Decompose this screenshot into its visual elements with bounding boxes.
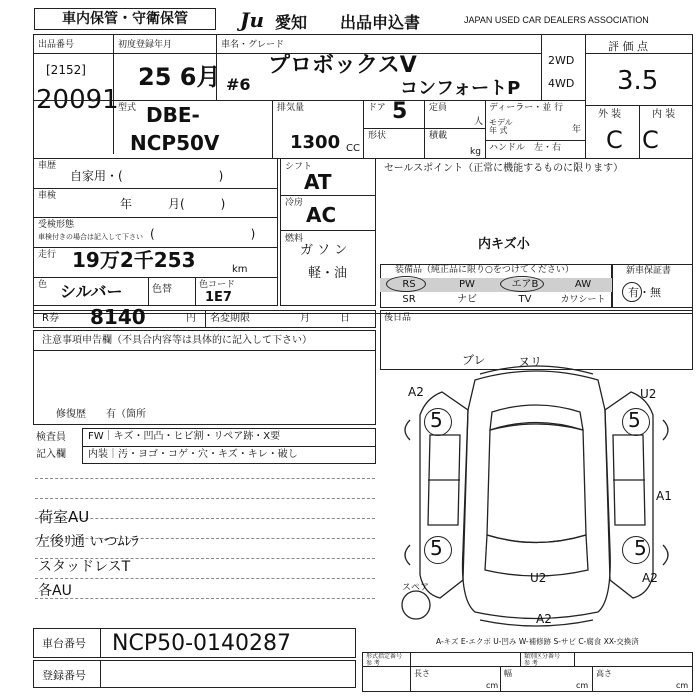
top-left-title: 車内保管・守衛保管 [34, 8, 216, 30]
mileage-value: 19万2千253 [72, 248, 196, 272]
org-name: 愛知 [275, 13, 308, 32]
fuel-diesel: 軽・油 [308, 266, 348, 281]
shift-value: AT [304, 170, 332, 194]
door-label: ドア [368, 103, 386, 113]
car-name-label: 車名・グレード [221, 40, 285, 50]
damage-label-5: A1 [656, 489, 672, 503]
warranty-label: 新車保証書 [626, 266, 672, 276]
inspector-fw-row: FW｜キズ・凹凸・ヒビ割・リペア跡・X要 [88, 431, 281, 442]
equip-tv: TV [518, 294, 532, 305]
car-name-prefix: #6 [226, 75, 251, 94]
color-code-value: 1E7 [205, 290, 232, 305]
exterior-label: 外 装 [598, 109, 622, 120]
damage-label-2: ヌリ [518, 355, 543, 369]
length-label: 長さ [414, 669, 430, 678]
displacement-label: 排気量 [277, 103, 305, 113]
ac-label: 冷房 [285, 198, 304, 208]
recycle-unit: 円 [186, 313, 196, 324]
equip-sr: SR [402, 294, 416, 305]
equip-aw: AW [554, 278, 612, 292]
lot-number: 20091 [36, 85, 119, 115]
type-label: 型式 [118, 103, 137, 113]
dealer-label: ディーラー・並 行 [489, 103, 564, 113]
warranty-circle [622, 282, 642, 302]
color-label: 色 [38, 280, 48, 290]
receipt-note: 車検付きの場合は記入して下さい [38, 233, 143, 241]
drive-4wd: 4WD [548, 77, 575, 90]
inspector-label: 検査員 [36, 432, 66, 443]
model-year-unit: 年 [572, 125, 582, 135]
warranty-value: 有・無 [628, 286, 661, 299]
equipment-label: 装備品（純正品に限り○をつけてください） [395, 265, 574, 275]
width-label: 幅 [504, 669, 512, 678]
damage-label-1: ブレ [462, 353, 486, 367]
equip-seat: カワシート [560, 295, 606, 305]
notes-label: 注意事項申告欄（不具合内容等は具体的に記入して下さい） [42, 335, 312, 346]
recycle-label: R券 [42, 313, 59, 324]
model-year-label: モデル 年 式 [489, 118, 513, 135]
receipt-value: ( ) [150, 227, 256, 241]
lot-sub-number: [2152] [46, 63, 86, 77]
hand-note-4: 各AU [38, 583, 72, 599]
height-label: 高さ [596, 669, 612, 678]
capacity-label: 定員 [429, 103, 448, 113]
damage-legend: A-キズ E-エクボ U-凹み W-補修跡 S-サビ C-腐食 XX-交換済 [436, 637, 639, 646]
capacity-unit: 人 [474, 117, 484, 127]
repair-history-label: 修復歴 有（箇所 [56, 409, 146, 420]
color-change-label: 色替 [152, 284, 172, 295]
ju-logo: Ju [240, 8, 265, 32]
damage-label-4: U2 [640, 387, 657, 401]
english-name: JAPAN USED CAR DEALERS ASSOCIATION [464, 15, 649, 25]
tyre-value-fl: 5 [430, 408, 443, 432]
interior-value: C [642, 126, 659, 154]
tyre-value-rr: 5 [634, 536, 647, 560]
reg-label: 登録番号 [42, 669, 86, 682]
equip-pw: PW [438, 278, 496, 292]
inspection-value: 年 月( ) [120, 197, 226, 211]
displacement-value: 1300 [290, 132, 341, 153]
inspection-label: 車検 [38, 191, 57, 201]
equip-rs-circle [386, 276, 426, 292]
form-title: 出品申込書 [340, 13, 421, 32]
car-history-value: 自家用・( ) [70, 169, 224, 183]
inspector-interior-row: 内装｜汚・ヨゴ・コゲ・穴・キズ・キレ・破し [88, 449, 298, 460]
cert-label: 形式指定番号 参 考 [366, 653, 403, 667]
chassis-value: NCP50-0140287 [112, 631, 291, 656]
sales-point-label: セールスポイント（正常に機能するものに限ります） [384, 163, 624, 174]
chassis-label: 車台番号 [42, 637, 86, 650]
hand-note-1: 荷室AU [38, 508, 90, 526]
tyre-value-rl: 5 [430, 536, 443, 560]
width-unit: cm [576, 681, 589, 690]
rating-value: 3.5 [617, 66, 659, 96]
damage-label-3: A2 [408, 385, 424, 399]
lot-label: 出品番号 [38, 40, 75, 50]
repair-parts-label: 後日品 [384, 313, 412, 323]
equip-rs: RS [380, 278, 438, 292]
interior-label: 内 装 [652, 109, 676, 120]
recycle-value: 8140 [90, 305, 146, 329]
damage-label-7: A2 [642, 571, 658, 585]
color-code-label: 色コード [199, 280, 236, 290]
color-value: シルバー [60, 282, 123, 301]
entry-label: 記入欄 [36, 449, 66, 460]
spare-label: スペア [402, 583, 430, 593]
grade-value: コンフォートP [400, 78, 521, 99]
drive-2wd: 2WD [548, 54, 575, 67]
equip-airbag: エアB [496, 278, 554, 292]
load-label: 積載 [429, 131, 448, 141]
shift-label: シフト [285, 162, 313, 172]
class-label: 類別区分番号 参 考 [524, 653, 561, 667]
car-name-value: プロボックスV [268, 53, 417, 78]
hand-note-2: 左後ﾘ通 いつﾑﾚﾗ [36, 534, 139, 550]
displacement-unit: CC [346, 143, 360, 154]
height-unit: cm [676, 681, 689, 690]
car-history-label: 車歴 [38, 161, 57, 171]
fuel-value: ガ ソ ン [300, 243, 348, 258]
hand-note-3: スタッドレスT [38, 559, 131, 575]
sales-point-note: 内キズ小 [478, 237, 530, 252]
receipt-label: 受検形態 [38, 220, 75, 230]
first-reg-label: 初度登録年月 [118, 40, 173, 50]
type-value-1: DBE- [146, 103, 200, 127]
rating-label: 評 価 点 [608, 40, 648, 53]
name-change-value: 月 日 [300, 313, 350, 324]
exterior-value: C [606, 126, 623, 154]
first-reg-value: 25 6月 [138, 63, 221, 91]
ac-value: AC [306, 203, 337, 227]
equip-airbag-circle [500, 276, 544, 292]
length-unit: cm [486, 681, 499, 690]
door-value: 5 [392, 99, 408, 124]
damage-label-6: U2 [530, 571, 547, 585]
load-unit: kg [470, 147, 481, 157]
mileage-label: 走行 [38, 250, 57, 260]
name-change-label: 名変期限 [210, 313, 250, 324]
damage-label-8: A2 [536, 612, 552, 626]
equip-navi: ナビ [457, 294, 477, 305]
shape-label: 形状 [368, 131, 387, 141]
fuel-label: 燃料 [285, 234, 304, 244]
tyre-value-fr: 5 [628, 408, 641, 432]
type-value-2: NCP50V [130, 131, 220, 155]
handle-label: ハンドル 左・右 [489, 143, 562, 153]
mileage-unit: km [232, 264, 248, 275]
